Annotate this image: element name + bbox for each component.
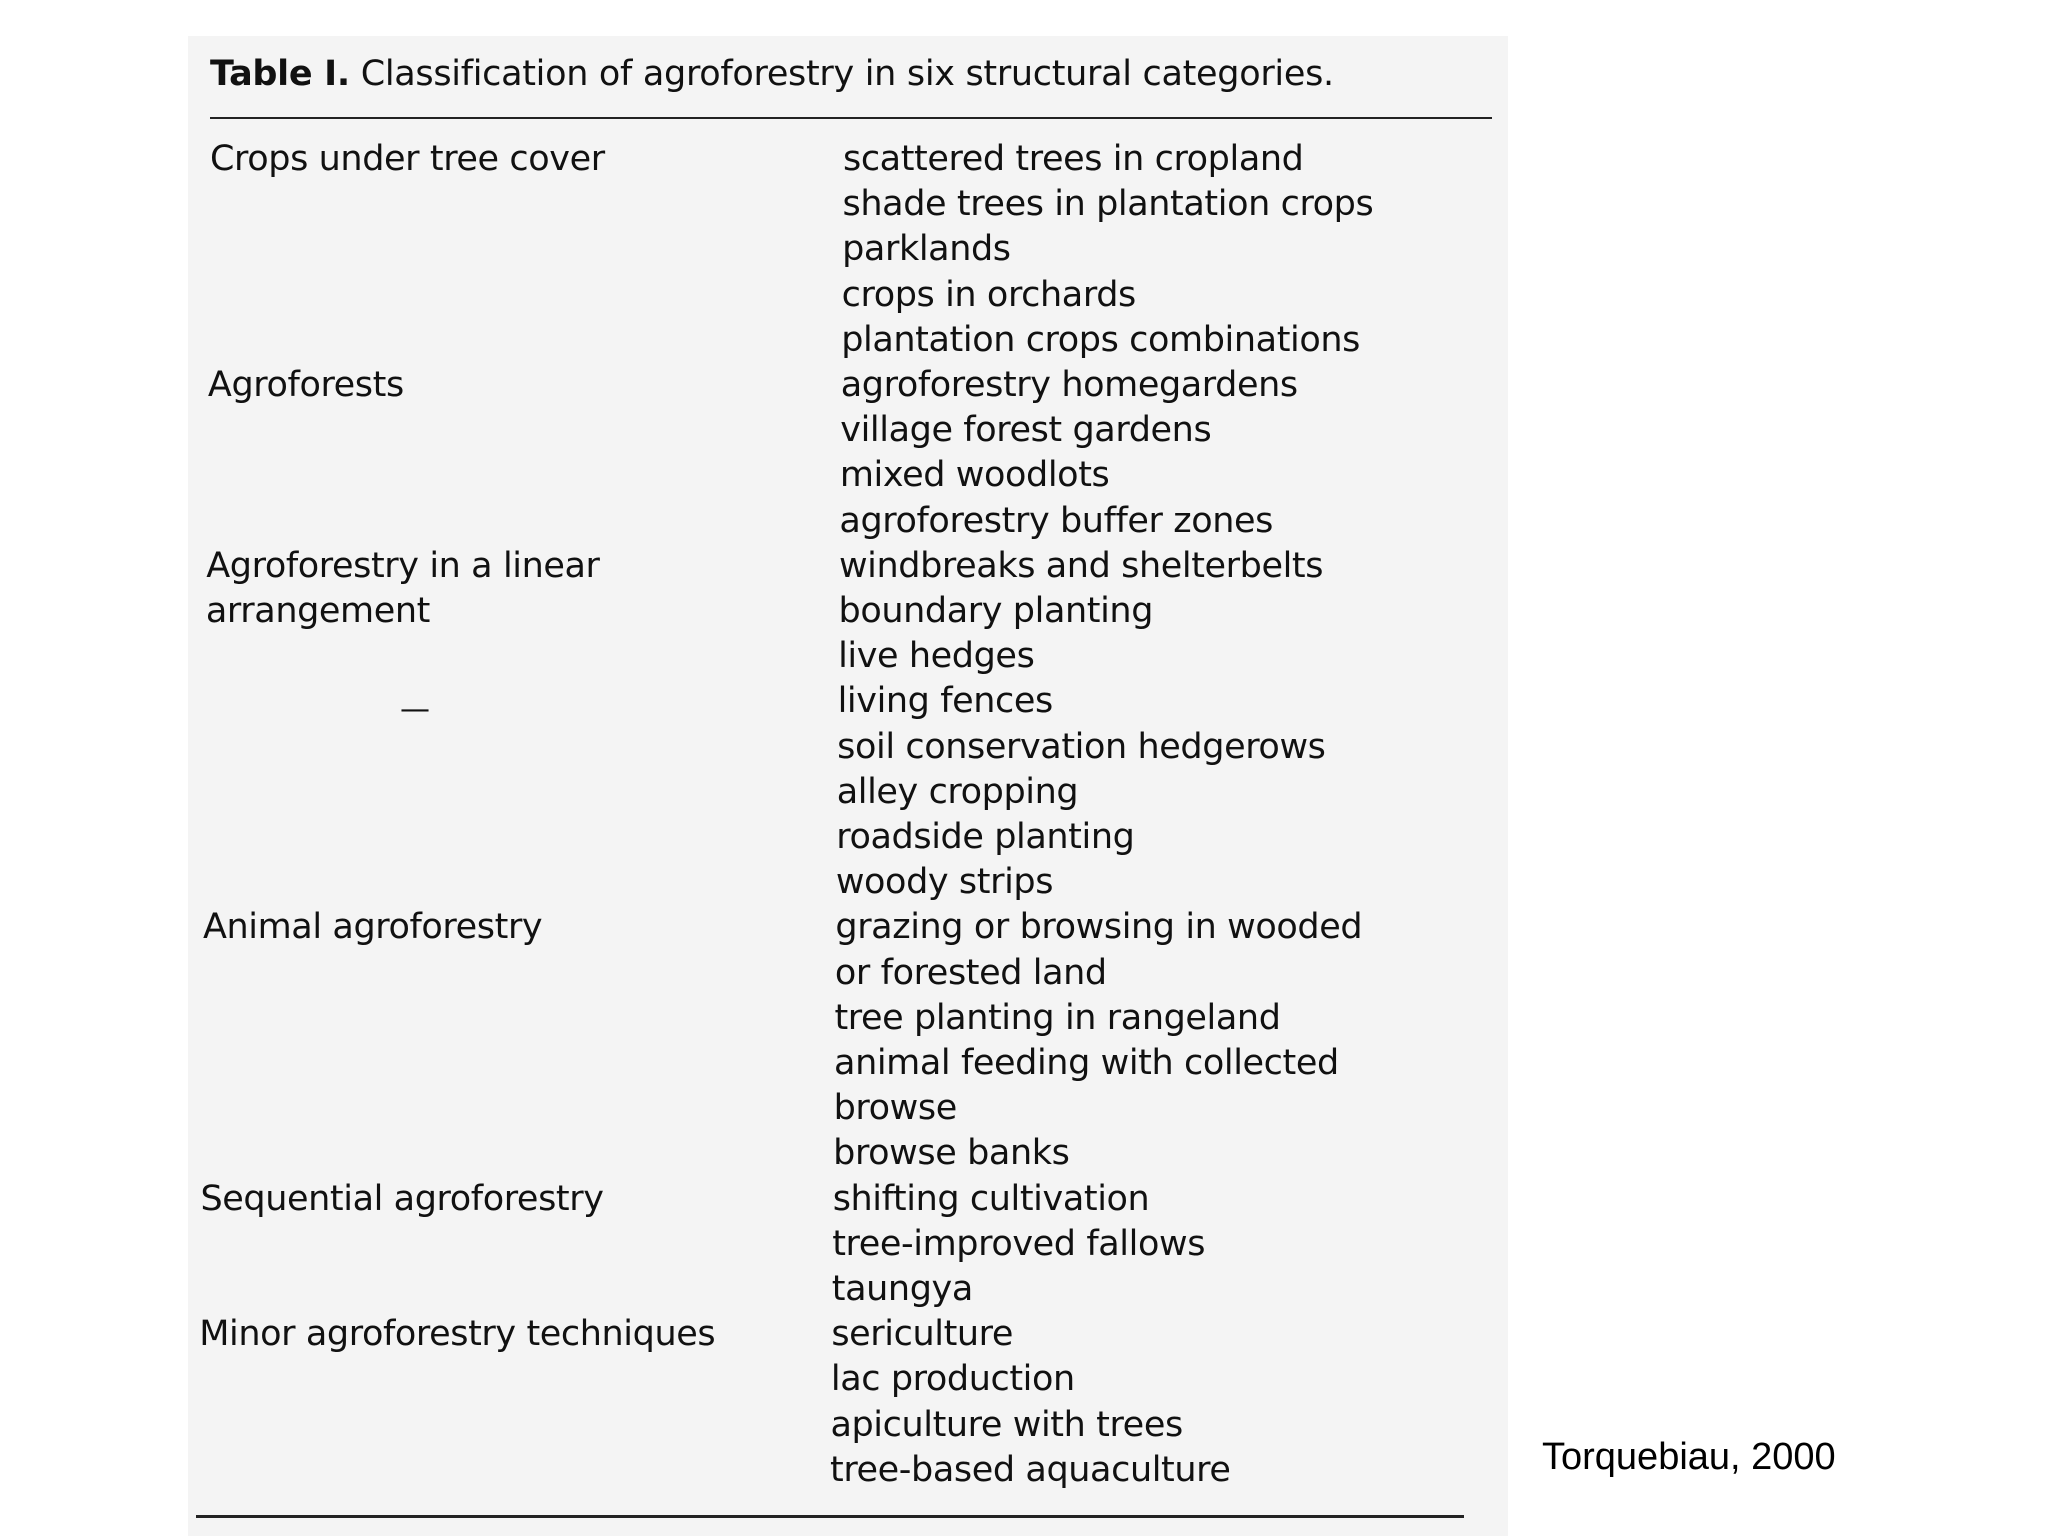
citation: Torquebiau, 2000: [1542, 1436, 1836, 1478]
category-name: Minor agroforestry techniques: [199, 1314, 716, 1355]
table-item: sericulture: [831, 1314, 1014, 1355]
category-name: Animal agroforestry: [202, 907, 543, 948]
table-item: or forested land: [834, 952, 1107, 993]
table-bottom-rule: [196, 1515, 1464, 1518]
table-item: boundary planting: [838, 591, 1154, 631]
table-item: tree-based aquaculture: [830, 1449, 1231, 1490]
table-item: alley cropping: [836, 771, 1079, 812]
table-item: browse banks: [833, 1133, 1070, 1174]
table-item: agroforestry homegardens: [840, 365, 1298, 405]
table-item: scattered trees in cropland: [843, 139, 1304, 179]
table-item: living fences: [837, 681, 1053, 722]
table-item: mixed woodlots: [839, 455, 1110, 496]
category-name: Agroforests: [207, 365, 404, 405]
table-item: crops in orchards: [841, 274, 1136, 315]
table-item: parklands: [842, 229, 1011, 270]
category-name: Sequential agroforestry: [200, 1178, 604, 1219]
table-title-text: Classification of agroforestry in six structural categories.: [360, 54, 1334, 94]
category-name: Agroforestry in a linear: [206, 545, 600, 586]
table-item: village forest gardens: [840, 410, 1212, 451]
table-item: live hedges: [838, 636, 1035, 677]
table-item: taungya: [831, 1269, 973, 1309]
table-item: tree planting in rangeland: [834, 997, 1281, 1038]
stray-dash: —: [400, 692, 430, 727]
table-item: agroforestry buffer zones: [839, 500, 1274, 541]
table-item: grazing or browsing in wooded: [835, 907, 1363, 948]
table-item: windbreaks and shelterbelts: [838, 545, 1324, 586]
category-name: Crops under tree cover: [210, 139, 605, 179]
table-item: plantation crops combinations: [841, 319, 1360, 360]
table-item: roadside planting: [836, 817, 1135, 857]
table-item: lac production: [830, 1359, 1075, 1400]
table-item: woody strips: [835, 862, 1054, 903]
table-item: tree-improved fallows: [832, 1223, 1206, 1264]
category-name: arrangement: [205, 591, 430, 631]
table-item: shade trees in plantation crops: [842, 184, 1374, 225]
table-item: soil conservation hedgerows: [837, 726, 1326, 767]
table-item: shifting cultivation: [832, 1178, 1150, 1219]
table-item: apiculture with trees: [830, 1404, 1183, 1445]
table-item: browse: [833, 1088, 957, 1129]
table-item: animal feeding with collected: [834, 1043, 1339, 1083]
table-title-label: Table I.: [210, 54, 350, 94]
